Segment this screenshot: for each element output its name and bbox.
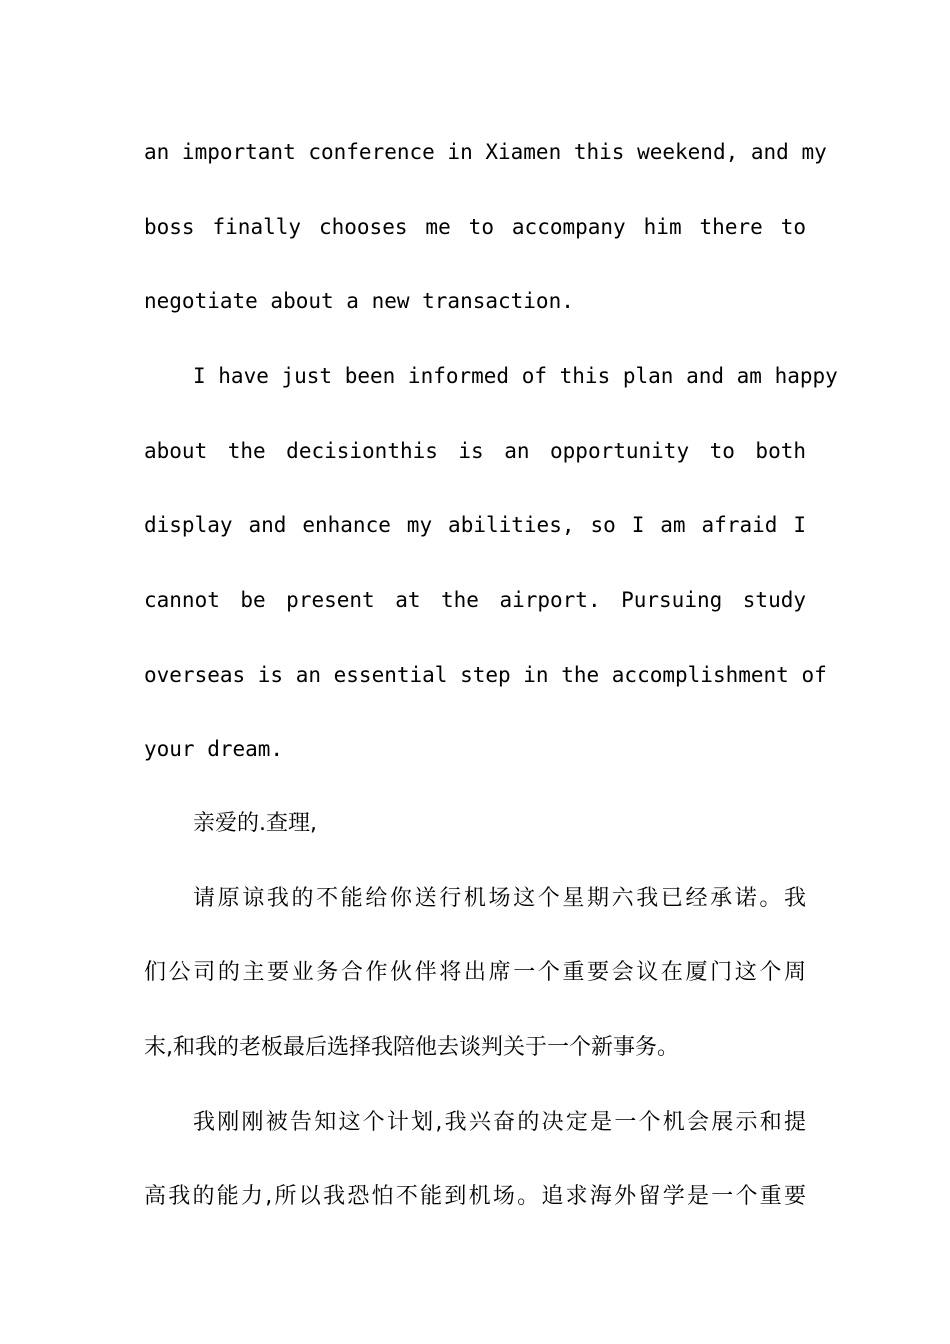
- text-line: I have just been informed of this plan and am happy: [193, 364, 838, 388]
- text-line: boss finally chooses me to accompany him there to: [144, 215, 806, 239]
- text-line: display and enhance my abilities, so I am afraid I: [144, 513, 806, 537]
- text-line: 请原谅我的不能给你送行机场这个星期六我已经承诺。我: [193, 886, 806, 911]
- text-line: your dream.: [144, 737, 284, 761]
- text-line: 我刚刚被告知这个计划,我兴奋的决定是一个机会展示和提: [193, 1110, 806, 1135]
- text-line: an important conference in Xiamen this weekend, and my: [144, 140, 827, 164]
- text-line: 末,和我的老板最后选择我陪他去谈判关于一个新事务。: [144, 1035, 679, 1060]
- text-line: cannot be present at the airport. Pursuing study: [144, 588, 806, 612]
- text-line: 们公司的主要业务合作伙伴将出席一个重要会议在厦门这个周: [144, 960, 806, 985]
- salutation: 亲爱的.查理,: [193, 811, 317, 836]
- text-line: about the decisionthis is an opportunity to both: [144, 439, 806, 463]
- text-line: overseas is an essential step in the accomplishment of: [144, 663, 827, 687]
- text-line: 高我的能力,所以我恐怕不能到机场。追求海外留学是一个重要: [144, 1184, 806, 1209]
- text-line: negotiate about a new transaction.: [144, 289, 574, 313]
